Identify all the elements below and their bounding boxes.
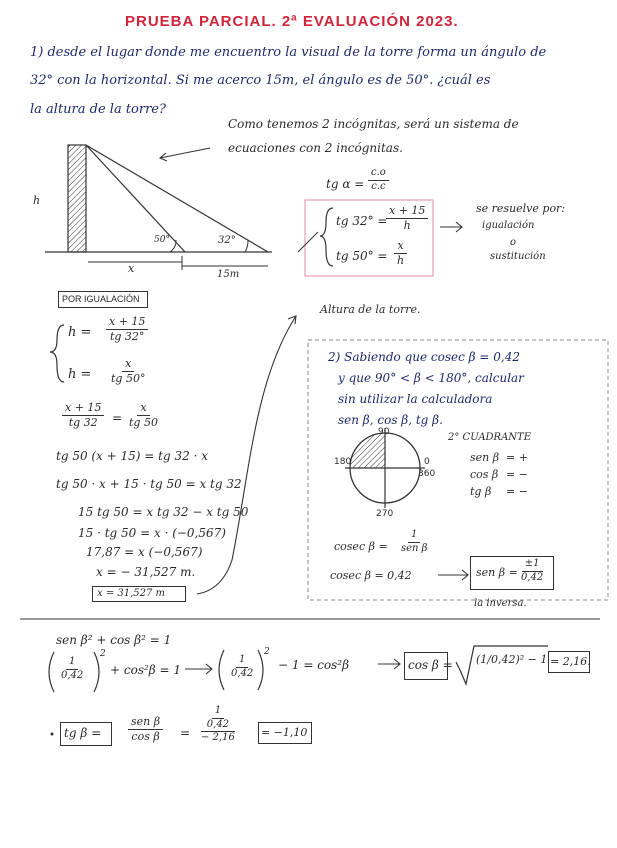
- igual-h2-den: tg 50°: [111, 371, 146, 385]
- igual-eqB-num: x: [137, 402, 149, 416]
- quadrant-tg-sign: = −: [506, 485, 528, 498]
- igual-h1-den: tg 32°: [109, 329, 145, 343]
- pyth-frac-2-num: 1: [236, 655, 248, 668]
- igual-h1-num: x + 15: [106, 316, 148, 330]
- pyth-frac-1: [58, 657, 86, 681]
- pyth-frac-1-den: 0,42: [61, 669, 84, 681]
- quadrant-sen: sen β: [470, 451, 500, 464]
- system-eq1-den: h: [403, 218, 411, 232]
- sen-result-fraction: [518, 559, 546, 583]
- method-label: POR IGUALACIÓN: [62, 294, 140, 304]
- tg-definition-fraction: [368, 168, 389, 192]
- system-eq2-den: h: [397, 253, 405, 267]
- circle-label-0: 0: [424, 457, 430, 467]
- igual-step-6: x = − 31,527 m.: [96, 565, 196, 579]
- diagram-15m-label: 15m: [217, 269, 240, 280]
- sen-result-num: ±1: [522, 559, 543, 572]
- cosec-den: sen β: [401, 542, 428, 554]
- page-title: PRUEBA PARCIAL. 2ª EVALUACIÓN 2023.: [125, 13, 459, 30]
- sen-result-den: 0,42: [521, 571, 544, 583]
- pyth-part3: − 1 = cos²β: [278, 658, 350, 672]
- pyth-exp-2: 2: [264, 647, 270, 657]
- system-eq1-lhs: tg 32° =: [336, 214, 388, 228]
- note-line1: Como tenemos 2 incógnitas, será un sistema de: [228, 117, 519, 131]
- system-eq2-num: x: [394, 240, 406, 254]
- igual-eqB-fraction: [126, 402, 161, 428]
- quadrant-cos-sign: = −: [506, 468, 528, 481]
- diagram-x-label: x: [128, 262, 135, 275]
- tg-final-frac-2-num: [201, 706, 235, 732]
- pyth-part2: + cos²β = 1: [110, 663, 182, 677]
- problem2-line2: y que 90° < β < 180°, calcular: [338, 371, 524, 385]
- solve-note-line2: igualación: [482, 220, 535, 231]
- solve-note-line4: sustitución: [490, 251, 546, 262]
- tg-final-inner-num: 1: [212, 706, 224, 719]
- tg-definition-den: c.c: [371, 180, 386, 192]
- cos-lhs: cos β =: [408, 658, 453, 672]
- tg-final-frac-1-num: sen β: [128, 716, 163, 730]
- problem1-line1: 1) desde el lugar donde me encuentro la visual de la torre forma un ángulo de: [30, 45, 547, 60]
- igual-step-4: 15 · tg 50 = x · (−0,567): [78, 526, 226, 540]
- igual-eqB-den: tg 50: [129, 415, 158, 429]
- pyth-exp-1: 2: [100, 649, 106, 659]
- tg-final-inner-frac: [204, 706, 232, 730]
- tg-final-frac-2: [198, 706, 238, 744]
- igual-h1-fraction: [106, 316, 148, 342]
- inverse-note: la inversa.: [474, 598, 527, 609]
- circle-label-270: 270: [376, 509, 394, 519]
- system-eq2-lhs: tg 50° =: [336, 249, 388, 263]
- cos-result: = 2,16.: [550, 655, 591, 668]
- note-line2: ecuaciones con 2 incógnitas.: [228, 141, 403, 155]
- tg-final-frac-1: [128, 716, 163, 742]
- pyth-identity: sen β² + cos β² = 1: [56, 633, 172, 647]
- circle-label-360: 360: [418, 469, 436, 479]
- tg-final-inner-den: 0,42: [206, 718, 230, 730]
- igual-result: x = 31,527 m: [97, 588, 166, 599]
- problem2-line3: sin utilizar la calculadora: [338, 392, 493, 406]
- problem1-line3: la altura de la torre?: [30, 102, 166, 117]
- problem1-line2: 32° con la horizontal. Si me acerco 15m, el ángulo es de 50°. ¿cuál es: [30, 73, 491, 88]
- circle-label-180: 180: [334, 457, 352, 467]
- solve-note-line1: se resuelve por:: [476, 202, 566, 215]
- diagram-h-label: h: [33, 194, 41, 207]
- diagram-angle-50: 50°: [154, 235, 170, 245]
- tg-final-frac-2-den: − 2,16: [201, 732, 235, 743]
- tower-shape: [68, 145, 86, 252]
- pyth-frac-2: [228, 655, 256, 679]
- circle-label-90: 90: [378, 427, 390, 437]
- cosec-value: cosec β = 0,42: [330, 569, 412, 582]
- system-eq2-fraction: [394, 240, 407, 266]
- cosec-num: 1: [408, 530, 420, 543]
- cos-radicand: (1/0,42)² − 1: [476, 653, 548, 666]
- unit-circle: [345, 428, 425, 508]
- tower-diagram: [45, 145, 272, 270]
- tg-result: = −1,10: [261, 726, 308, 739]
- tg-definition-num: c.o: [368, 168, 389, 181]
- diagram-angle-32: 32°: [218, 235, 236, 246]
- igual-eqA-num: x + 15: [62, 402, 104, 416]
- igual-h2-lhs: h =: [68, 367, 92, 382]
- igual-step-5: 17,87 = x (−0,567): [86, 545, 203, 559]
- igual-eqA-den: tg 32: [68, 415, 98, 429]
- pyth-frac-1-num: 1: [66, 657, 78, 670]
- quadrant-tg: tg β: [470, 485, 492, 498]
- quadrant-sen-sign: = +: [506, 451, 528, 464]
- quadrant-title: 2° CUADRANTE: [448, 432, 532, 443]
- igual-h2-fraction: [108, 358, 148, 384]
- system-eq1-fraction: [386, 205, 428, 231]
- system-eq1-num: x + 15: [386, 205, 428, 219]
- solve-note-line3: o: [510, 237, 517, 248]
- height-label: Altura de la torre.: [320, 303, 421, 316]
- tg-final-lhs: tg β =: [64, 726, 102, 740]
- sen-result-lhs: sen β =: [476, 566, 518, 579]
- igual-h2-num: x: [122, 358, 134, 372]
- cosec-fraction: [398, 530, 430, 554]
- igual-step-2: tg 50 · x + 15 · tg 50 = x tg 32: [56, 477, 242, 491]
- quadrant-cos: cos β: [470, 468, 499, 481]
- igual-step-3: 15 tg 50 = x tg 32 − x tg 50: [78, 505, 249, 519]
- problem2-line1: 2) Sabiendo que cosec β = 0,42: [328, 350, 520, 364]
- problem2-line4: sen β, cos β, tg β.: [338, 413, 443, 427]
- cosec-lhs: cosec β =: [334, 540, 388, 553]
- pyth-frac-2-den: 0,42: [231, 667, 254, 679]
- igual-h1-lhs: h =: [68, 325, 92, 340]
- tg-final-frac-1-den: cos β: [131, 729, 160, 743]
- tg-final-equals-1: =: [180, 726, 191, 740]
- igual-equals-sign: =: [112, 411, 123, 425]
- igual-step-1: tg 50 (x + 15) = tg 32 · x: [56, 449, 208, 463]
- tg-definition-lhs: tg α =: [326, 177, 365, 191]
- igual-eqA-fraction: [62, 402, 104, 428]
